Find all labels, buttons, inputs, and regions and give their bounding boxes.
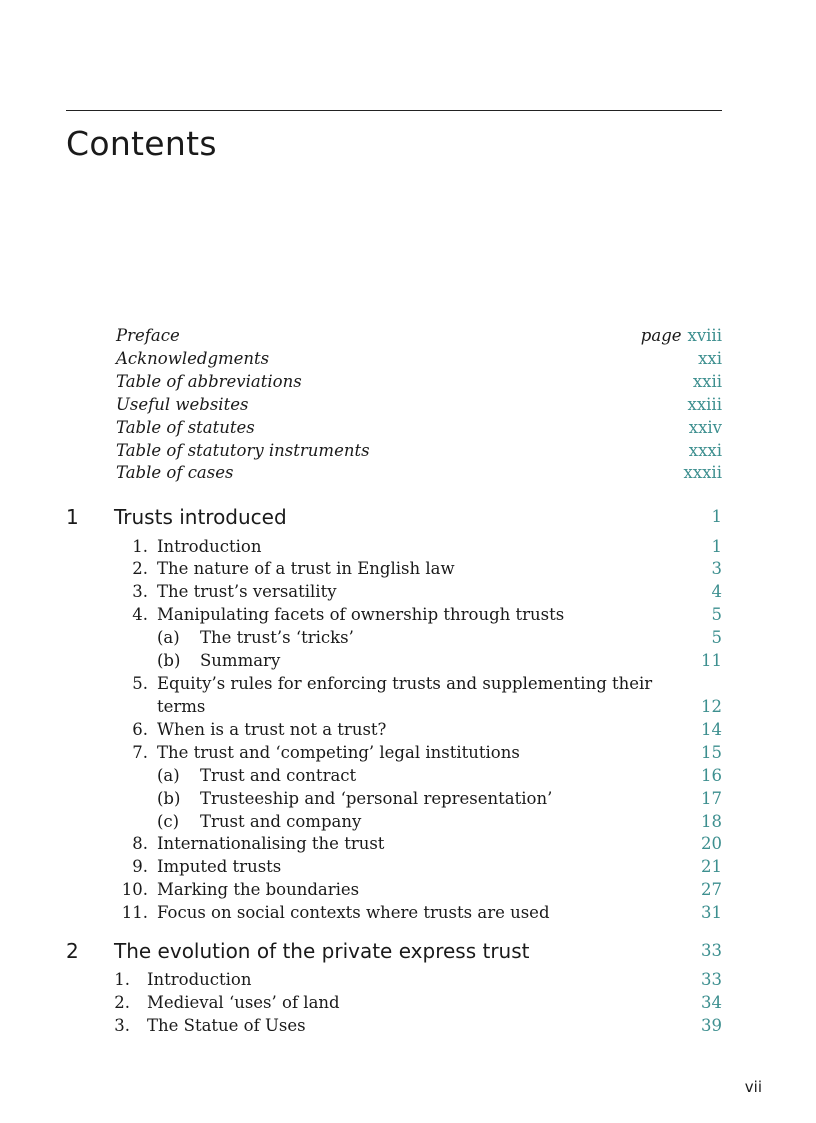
toc-subsection[interactable] <box>0 787 816 810</box>
page-number[interactable]: xviii <box>687 326 722 345</box>
page-number[interactable]: 33 <box>701 941 722 960</box>
section-number: 10. <box>121 880 148 899</box>
section-number: 1. <box>132 537 148 556</box>
section-title: Imputed trusts <box>157 857 282 876</box>
subsection-title: Trust and contract <box>200 766 357 785</box>
toc-section[interactable] <box>0 991 816 1014</box>
toc-subsection[interactable] <box>0 626 816 649</box>
page-number[interactable]: 18 <box>701 812 722 831</box>
page-number[interactable]: 3 <box>711 559 722 578</box>
entry-title: Acknowledgments <box>116 349 270 368</box>
entry-title: Useful websites <box>116 395 249 414</box>
section-number: 7. <box>132 743 148 762</box>
toc-section[interactable] <box>0 580 816 603</box>
page-number[interactable]: 16 <box>701 766 722 785</box>
subsection-letter: (a) <box>157 766 180 785</box>
toc-section-continued[interactable] <box>0 695 816 718</box>
page-number[interactable]: 11 <box>701 651 722 670</box>
section-number: 1. <box>114 970 130 989</box>
toc-subsection[interactable] <box>0 764 816 787</box>
section-title: The trust’s versatility <box>157 582 337 601</box>
section-title: Marking the boundaries <box>157 880 360 899</box>
section-number: 4. <box>132 605 148 624</box>
page-number[interactable]: xxxi <box>688 441 722 460</box>
chapter-heading[interactable] <box>0 503 816 531</box>
entry-title: Table of cases <box>116 463 234 482</box>
page-number[interactable]: 39 <box>701 1016 722 1035</box>
section-title: Introduction <box>157 537 262 556</box>
section-title: Focus on social contexts where trusts are used <box>157 903 550 922</box>
section-title: When is a trust not a trust? <box>157 720 387 739</box>
page-number[interactable]: 5 <box>711 628 722 647</box>
subsection-title: Trust and company <box>200 812 362 831</box>
section-title-continued: terms <box>157 697 206 716</box>
page-number[interactable]: xxiv <box>688 418 722 437</box>
subsection-letter: (b) <box>157 651 181 670</box>
page-number[interactable]: xxxii <box>683 463 722 482</box>
section-title: Internationalising the trust <box>157 834 385 853</box>
subsection-letter: (a) <box>157 628 180 647</box>
chapter-title: The evolution of the private express trust <box>114 939 530 963</box>
section-number: 5. <box>132 674 148 693</box>
toc-section[interactable] <box>0 1014 816 1037</box>
toc-section[interactable] <box>0 557 816 580</box>
chapter-number: 1 <box>66 505 79 529</box>
section-title: Equity’s rules for enforcing trusts and supplementing their <box>157 674 653 693</box>
subsection-letter: (b) <box>157 789 181 808</box>
page-folio: vii <box>744 1078 762 1096</box>
entry-title: Table of statutory instruments <box>116 441 370 460</box>
toc-entry[interactable] <box>0 324 816 347</box>
page-number[interactable]: 34 <box>701 993 722 1012</box>
page-number[interactable]: 5 <box>711 605 722 624</box>
entry-title: Preface <box>116 326 180 345</box>
toc-section[interactable] <box>0 672 816 695</box>
section-number: 2. <box>132 559 148 578</box>
section-number: 2. <box>114 993 130 1012</box>
chapter-number: 2 <box>66 939 79 963</box>
page-number[interactable]: xxiii <box>687 395 722 414</box>
section-number: 6. <box>132 720 148 739</box>
page-number[interactable]: 12 <box>701 697 722 716</box>
subsection-letter: (c) <box>157 812 180 831</box>
page-number[interactable]: 20 <box>701 834 722 853</box>
toc-section[interactable] <box>0 741 816 764</box>
page-number[interactable]: 33 <box>701 970 722 989</box>
page-number[interactable]: 1 <box>711 537 722 556</box>
page-number[interactable]: 1 <box>711 507 722 526</box>
toc-entry[interactable] <box>0 439 816 462</box>
page-number[interactable]: 14 <box>701 720 722 739</box>
toc-section[interactable] <box>0 901 816 924</box>
section-number: 11. <box>121 903 148 922</box>
page-title: Contents <box>66 124 217 163</box>
section-number: 3. <box>114 1016 130 1035</box>
page-number[interactable]: xxi <box>698 349 722 368</box>
toc-section[interactable] <box>0 603 816 626</box>
section-title: The Statue of Uses <box>147 1016 306 1035</box>
toc-entry[interactable] <box>0 370 816 393</box>
page-number[interactable]: 27 <box>701 880 722 899</box>
section-number: 3. <box>132 582 148 601</box>
chapter-heading[interactable] <box>0 937 816 965</box>
section-title: Manipulating facets of ownership through trusts <box>157 605 565 624</box>
section-title: The trust and ‘competing’ legal institutions <box>157 743 520 762</box>
toc-entry[interactable] <box>0 461 816 484</box>
top-rule <box>66 110 722 111</box>
page-number[interactable]: 4 <box>711 582 722 601</box>
toc-section[interactable] <box>0 878 816 901</box>
subsection-title: The trust’s ‘tricks’ <box>200 628 354 647</box>
entry-title: Table of abbreviations <box>116 372 302 391</box>
toc-entry[interactable] <box>0 393 816 416</box>
toc-section[interactable] <box>0 535 816 558</box>
page-number[interactable]: 31 <box>701 903 722 922</box>
section-title: The nature of a trust in English law <box>157 559 455 578</box>
section-number: 9. <box>132 857 148 876</box>
toc-subsection[interactable] <box>0 649 816 672</box>
toc-section[interactable] <box>0 968 816 991</box>
section-number: 8. <box>132 834 148 853</box>
toc-subsection[interactable] <box>0 810 816 833</box>
toc-entry[interactable] <box>0 416 816 439</box>
toc-entry[interactable] <box>0 347 816 370</box>
chapter-title: Trusts introduced <box>114 505 287 529</box>
subsection-title: Trusteeship and ‘personal representation’ <box>200 789 553 808</box>
page-label: page <box>640 326 682 345</box>
entry-title: Table of statutes <box>116 418 255 437</box>
toc-section[interactable] <box>0 855 816 878</box>
page-number[interactable]: 17 <box>701 789 722 808</box>
page-number[interactable]: xxii <box>692 372 722 391</box>
subsection-title: Summary <box>200 651 281 670</box>
toc-section[interactable] <box>0 832 816 855</box>
page-number[interactable]: 21 <box>701 857 722 876</box>
page-number[interactable]: 15 <box>701 743 722 762</box>
toc-section[interactable] <box>0 718 816 741</box>
section-title: Introduction <box>147 970 252 989</box>
section-title: Medieval ‘uses’ of land <box>147 993 340 1012</box>
